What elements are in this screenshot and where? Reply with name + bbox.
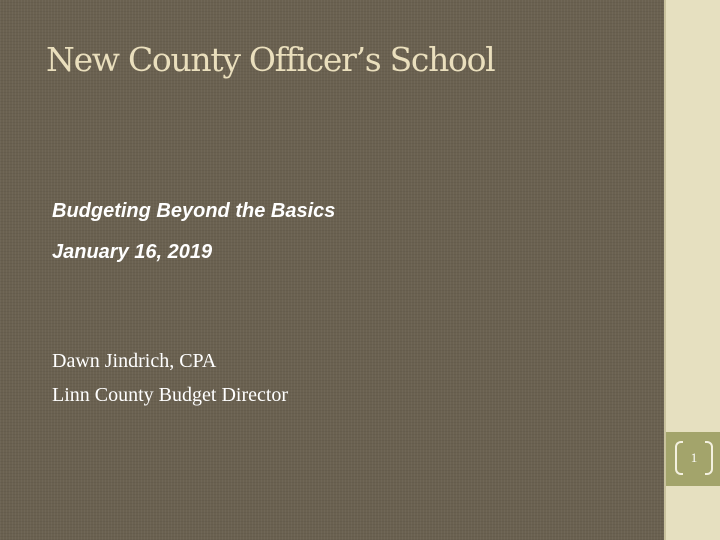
presenter-name: Dawn Jindrich, CPA <box>52 350 217 372</box>
subtitle-date: January 16, 2019 <box>52 241 213 263</box>
right-bracket-icon <box>705 441 713 475</box>
left-bracket-icon <box>675 441 683 475</box>
page-number: 1 <box>690 450 698 465</box>
presenter-role: Linn County Budget Director <box>52 384 289 406</box>
subtitle-topic: Budgeting Beyond the Basics <box>52 200 336 222</box>
slide-title: New County Officer’s School <box>46 40 495 79</box>
